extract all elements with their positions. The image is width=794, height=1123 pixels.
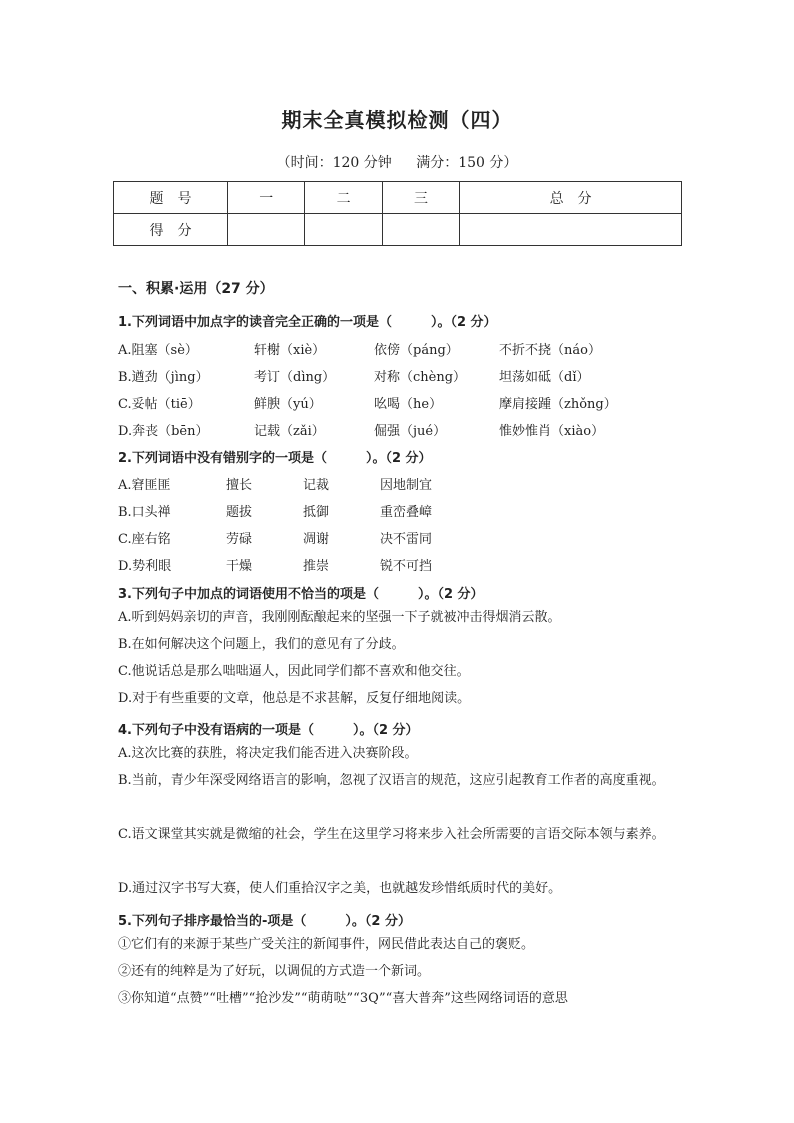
option-word: 惟妙惟肖（xiào） [499,424,605,439]
question-5-item: ①它们有的来源于某些广受关注的新闻事件，网民借此表达自己的褒贬。 [118,937,535,952]
score-table-header-cell: 一 [228,182,305,214]
question-4-option: A.这次比赛的获胜，将决定我们能否进入决赛阶段。 [118,746,418,761]
question-5-item: ③你知道“点赞”“吐槽”“抢沙发”“萌萌哒”“3Q”“喜大普奔”这些网络词语的意思 [118,991,568,1006]
option-word: 重峦叠嶂 [380,505,433,520]
question-3-option: B.在如何解决这个问题上，我们的意见有了分歧。 [118,637,405,652]
option-word: 凋谢 [303,532,330,547]
score-table [113,181,682,246]
option-word: D.势利眼 [118,559,172,574]
question-3-option: D.对于有些重要的文章，他总是不求甚解，反复仔细地阅读。 [118,691,471,706]
question-5-item: ②还有的纯粹是为了好玩，以调侃的方式造一个新词。 [118,964,431,979]
exam-full-score: 满分：150 分） [416,155,518,171]
option-word: 倔强（jué） [374,424,447,439]
option-word: 记载（zǎi） [254,424,325,439]
option-word: 劳碌 [226,532,253,547]
score-table-header-cell: 总 分 [460,182,682,214]
question-3-option: A.听到妈妈亲切的声音，我刚刚酝酿起来的坚强一下子就被冲击得烟消云散。 [118,610,561,625]
option-word: 轩榭（xiè） [254,343,326,358]
option-word: 鲜腴（yú） [254,397,322,412]
option-word: B.遒劲（jìng） [118,370,209,385]
question-5-stem: 5.下列句子排序最恰当的-项是（ ）。（2 分） [118,914,411,929]
option-word: 干燥 [226,559,253,574]
option-word: 题拔 [226,505,253,520]
option-word: 记裁 [303,478,330,493]
exam-time: （时间：120 分钟 [276,155,392,171]
question-1-stem: 1.下列词语中加点字的读音完全正确的一项是（ ）。（2 分） [118,315,497,330]
score-row-label: 得 分 [114,214,228,246]
option-word: 因地制宜 [380,478,433,493]
score-table-header-row [114,182,682,214]
option-word: D.奔丧（bēn） [118,424,209,439]
score-cell-empty[interactable] [305,214,382,246]
option-word: 抵御 [303,505,330,520]
option-word: A.阻塞（sè） [118,343,198,358]
option-word: B.口头禅 [118,505,171,520]
score-table-score-row [114,214,682,246]
exam-title: 期末全真模拟检测（四） [281,108,513,132]
question-4-option: D.通过汉字书写大赛，使人们重拾汉字之美，也就越发珍惜纸质时代的美好。 [118,881,562,896]
question-3-option: C.他说话总是那么咄咄逼人，因此同学们都不喜欢和他交往。 [118,664,470,679]
question-2-stem: 2.下列词语中没有错别字的一项是（ ）。（2 分） [118,451,432,466]
option-word: 吆喝（he） [374,397,443,412]
score-table-header-cell: 三 [382,182,459,214]
option-word: 摩肩接踵（zhǒng） [499,397,617,412]
option-word: C.妥帖（tiē） [118,397,201,412]
option-word: 对称（chèng） [374,370,467,385]
question-3-stem: 3.下列句子中加点的词语使用不恰当的项是（ ）。（2 分） [118,587,484,602]
option-word: 锐不可挡 [380,559,433,574]
score-cell-empty[interactable] [382,214,459,246]
option-word: A.窘匪匪 [118,478,171,493]
option-word: 推崇 [303,559,330,574]
score-cell-empty[interactable] [460,214,682,246]
option-word: 依傍（páng） [374,343,459,358]
question-4-option: C.语文课堂其实就是微缩的社会，学生在这里学习将来步入社会所需要的言语交际本领与素养。 [118,827,665,842]
exam-subtitle [0,152,794,172]
score-table-header-cell: 题 号 [114,182,228,214]
option-word: C.座右铭 [118,532,171,547]
score-table-header-cell: 二 [305,182,382,214]
question-4-option: B.当前，青少年深受网络语言的影响，忽视了汉语言的规范，这应引起教育工作者的高度重视。 [118,773,665,788]
section-heading: 一、积累·运用（27 分） [118,281,274,297]
question-4-stem: 4.下列句子中没有语病的一项是（ ）。（2 分） [118,723,419,738]
option-word: 坦荡如砥（dǐ） [499,370,590,385]
option-word: 决不雷同 [380,532,433,547]
option-word: 擅长 [226,478,253,493]
option-word: 考订（dìng） [254,370,336,385]
option-word: 不折不挠（náo） [499,343,601,358]
score-cell-empty[interactable] [228,214,305,246]
